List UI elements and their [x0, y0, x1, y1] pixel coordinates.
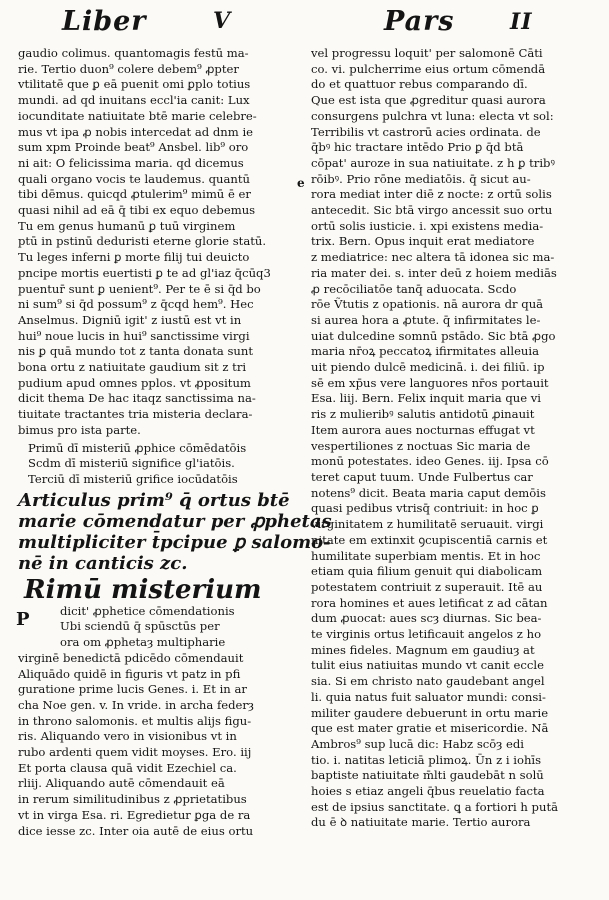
margin-mark: e [297, 176, 305, 190]
text-line: ni ait: O felicissima maria. qd dicemus [18, 155, 244, 170]
text-line: humilitate superbiam mentis. Et in hoc [311, 548, 541, 563]
text-line: hoies s etiaz angeli q̄bus reuelatio facta [311, 784, 545, 799]
text-line: etiam quia filium genuit qui diabolicam [311, 564, 543, 579]
text-line: consurgens pulchra vt luna: electa vt sol: [311, 108, 554, 123]
text-line: ꝓ recōciliatōe tanq̄ aduocata. Scdo [311, 281, 517, 296]
text-line: dicit thema De hac itaqz sanctissima na- [18, 391, 256, 406]
text-line: virginē benedictā pdicēdo cōmendauit [18, 650, 244, 665]
text-line: rubo ardenti quem vidit moyses. Ero. iij [18, 745, 252, 760]
mysteries-list [18, 441, 296, 488]
text-line: sum xpm Proinde beat⁹ Ansbel. lib⁹ oro [18, 140, 249, 155]
left-text-block [18, 46, 296, 439]
text-line: tibi dēmus. quicqd ꝓtulerim⁹ mimū ē er [18, 187, 251, 202]
text-line: ora om ꝓphetaȝ multipharie [60, 635, 226, 650]
text-line: ria mater dei. s. inter deū z hoiem mediās [311, 265, 557, 280]
text-line: Tu leges inferni ꝑ morte filij tui deuicto [18, 250, 250, 265]
text-line: Tu em genus humanū ꝑ tuū virginem [18, 218, 236, 233]
text-line: notens⁹ dicit. Beata maria caput demōis [311, 485, 546, 500]
text-line: virginitatem z humilitatē seruauit. virgi [311, 517, 544, 532]
text-line: guratione prime lucis Genes. i. Et in ar [18, 682, 247, 697]
text-line: cha Noe gen. v. In vride. in archa federȝ [18, 697, 254, 712]
text-line: vespertiliones z noctuas Sic maria de [311, 438, 531, 453]
right-text-block [311, 46, 597, 831]
text-line: Que est ista que ꝓgreditur quasi aurora [311, 93, 546, 108]
text-line: dum ꝓuocat: aues scȝ diurnas. Sic bea- [311, 611, 542, 626]
text-line: militer gaudere debuerunt in ortu marie [311, 705, 549, 720]
text-line: rōe Ṽtutis z opationis. nā aurora dr quā [311, 297, 544, 312]
text-line: ptū in pstinū deduristi eterne glorie statū. [18, 234, 267, 249]
article-line: marie cōmendatur per ꝓphetas [18, 510, 332, 532]
text-line: ni sum⁹ si q̄d possum⁹ z q̄cqd hem⁹. Hec [18, 297, 254, 312]
left-text-block-2 [18, 604, 296, 840]
mystery-line: Terciū dī misteriū grifice iocūdatōis [28, 471, 238, 486]
text-line: nis ꝑ quā mundo tot z tanta donata sunt [18, 344, 254, 359]
text-line: q̄bꝰ hic tractare intēdo Prio ꝑ q̄d btā [311, 140, 524, 155]
text-line: uiat dulcedine somnū pstādo. Sic btā ꝓgo [311, 328, 556, 343]
text-line: bimus pro ista parte. [18, 422, 141, 437]
right-column [311, 46, 597, 831]
text-line: Aliquādo quidē in figuris vt patz in pfi [18, 666, 241, 681]
left-column [16, 46, 332, 839]
text-line: co. vi. pulcherrime eius ortum cōmendā [311, 61, 546, 76]
text-line: Item aurora aues nocturnas effugat vt [311, 422, 535, 437]
text-line: mines fideles. Magnum em gaudiuȝ at [311, 642, 535, 657]
text-line: dice iesse zc. Inter oia autē de eius ortu [18, 823, 254, 838]
text-line: uit piendo dulcē medicinā. i. dei filiū. ip [311, 360, 545, 375]
text-line: rora mediat inter diē z nocte: z ortū solis [311, 187, 552, 202]
text-line: vtilitatē que ꝑ eā puenit omi ꝑplo totius [18, 77, 251, 92]
text-line: do et quattuor rebus comparando dī. [311, 77, 528, 92]
text-line: rliij. Aliquando autē cōmendauit eā [18, 776, 225, 791]
mystery-line: Scdm dī misteriū significe gl'iatōis. [28, 456, 235, 471]
text-line: cōpat' auroze in sua natiuitate. z h ꝑ tribꝰ [311, 155, 555, 170]
drop-initial: P [16, 608, 30, 630]
text-line: tio. i. natitas leticiā plimoꝝ. Ūn z i iohīs [311, 752, 542, 767]
text-line: Terribilis vt castrorū acies ordinata. de [311, 124, 541, 139]
mystery-line: Primū dī misteriū ꝓphice cōmēdatōis [28, 440, 247, 455]
text-line: rie. Tertio duon⁹ colere debem⁹ ꝓpter [18, 61, 239, 76]
text-line: ortū solis iusticie. i. xpi existens media- [311, 218, 544, 233]
text-line: iocunditate natiuitate btē marie celebre- [18, 108, 257, 123]
text-line: z mediatrice: nec altera tā idonea sic ma- [311, 250, 555, 265]
text-line: pudium apud omnes pplos. vt ꝓpositum [18, 375, 251, 390]
text-line: gaudio colimus. quantomagis festū ma- [18, 46, 249, 60]
text-line: monū potestates. ideo Genes. iij. Ipsa cō [311, 454, 549, 469]
mystery-heading: Rimū misterium [24, 574, 262, 605]
text-line: Esa. liij. Bern. Felix inquit maria que vi [311, 391, 542, 406]
text-line: teret caput tuum. Unde Fulbertus car [311, 469, 533, 484]
text-line: ris. Aliquando vero in visionibus vt in [18, 729, 237, 744]
text-line: est de ipsius sanctitate. ꝗ a fortiori h putā [311, 799, 559, 814]
text-line: mus vt ipa ꝓ nobis intercedat ad dnm ie [18, 124, 254, 139]
running-head-part-number: II [510, 9, 533, 35]
text-line: du ē ꝺ natiuitate marie. Tertio aurora [311, 815, 531, 830]
text-line: hui⁹ noue lucis in hui⁹ sanctissime virgi [18, 328, 250, 343]
text-line: vel progressu loquit' per salomonē Cāti [311, 46, 543, 60]
running-head-liber: Liber [62, 6, 147, 37]
text-line: quasi pedibus vtrisq̄ contriuit: in hoc ꝑ [311, 501, 539, 516]
text-line: maria nr̄oꝝ peccatoꝝ ifirmitates alleuia [311, 344, 540, 359]
running-head-pars: Pars [384, 6, 455, 37]
text-line: quali organo vocis te laudemus. quantū [18, 171, 251, 186]
text-line: ris z mulieribꝰ salutis antidotū ꝓinauit [311, 407, 535, 422]
running-head-volume: V [213, 8, 232, 34]
text-line: Ambros⁹ sup lucā dic: Habz scōȝ edi [311, 736, 524, 751]
text-line: puentur̄ sunt ꝑ uenient⁹. Per te ē si q̄d bo [18, 281, 261, 296]
article-line: Articulus prim⁹ q̄ ortus btē [18, 489, 290, 511]
text-line: rora homines et aues letificat z ad cātan [311, 595, 548, 610]
text-line: Et porta clausa quā vidit Ezechiel ca. [18, 760, 237, 775]
text-line: bona ortu z natiuitate gaudium sit z tri [18, 360, 247, 375]
text-line: pncipe mortis euertisti ꝑ te ad gl'iaz q̄cūq3 [18, 265, 271, 280]
text-line: trix. Bern. Opus inquit erat mediatore [311, 234, 535, 249]
text-line: te virginis ortus letificauit angelos z ho [311, 627, 542, 642]
text-line: in rerum similitudinibus z ꝓprietatibus [18, 792, 247, 807]
text-line: baptiste natiuitate m̄lti gaudebāt n solū [311, 768, 544, 783]
text-line: nitate em extinxit ꝯcupiscentiā carnis et [311, 532, 548, 547]
text-line: tiuitate tractantes tria misteria declara- [18, 407, 253, 422]
text-line: mundi. ad qd inuitans eccl'ia canit: Lux [18, 93, 250, 108]
text-line: li. quia natus fuit saluator mundi: consi- [311, 689, 546, 704]
article-heading [18, 489, 332, 574]
text-line: vt in virga Esa. ri. Egredietur ꝑga de ra [18, 807, 251, 822]
text-line: Ubi sciendū q̄ spūsctūs per [60, 619, 220, 634]
article-line: multipliciter t̄pcipue ꝑ salomo- [18, 531, 331, 553]
article-line: nē in canticis zc. [18, 552, 188, 574]
text-line: tulit eius natiuitas mundo vt canit eccle [311, 658, 544, 673]
text-line: potestatem contriuit z superauit. Itē au [311, 579, 543, 594]
text-line: sē em xp̄us vere languores nr̄os portauit [311, 375, 549, 390]
text-line: in throno salomonis. et multis alijs figu- [18, 713, 252, 728]
text-line: Anselmus. Digniū igit' z iustū est vt in [18, 312, 242, 327]
text-line: rōibꝰ. Prio rōne mediatōis. q̄ sicut au- [311, 171, 531, 186]
text-line: sia. Si em christo nato gaudebant angel [311, 674, 545, 689]
text-line: quasi nihil ad eā q̄ tibi ex equo debemus [18, 203, 256, 218]
text-line: dicit' ꝓphetice cōmendationis [60, 603, 235, 618]
text-line: si aurea hora a ꝓtute. q̄ infirmitates le- [311, 312, 541, 327]
text-line: antecedit. Sic btā virgo ancessit suo ortu [311, 203, 553, 218]
text-line: que est mater gratie et misericordie. Nā [311, 721, 549, 736]
